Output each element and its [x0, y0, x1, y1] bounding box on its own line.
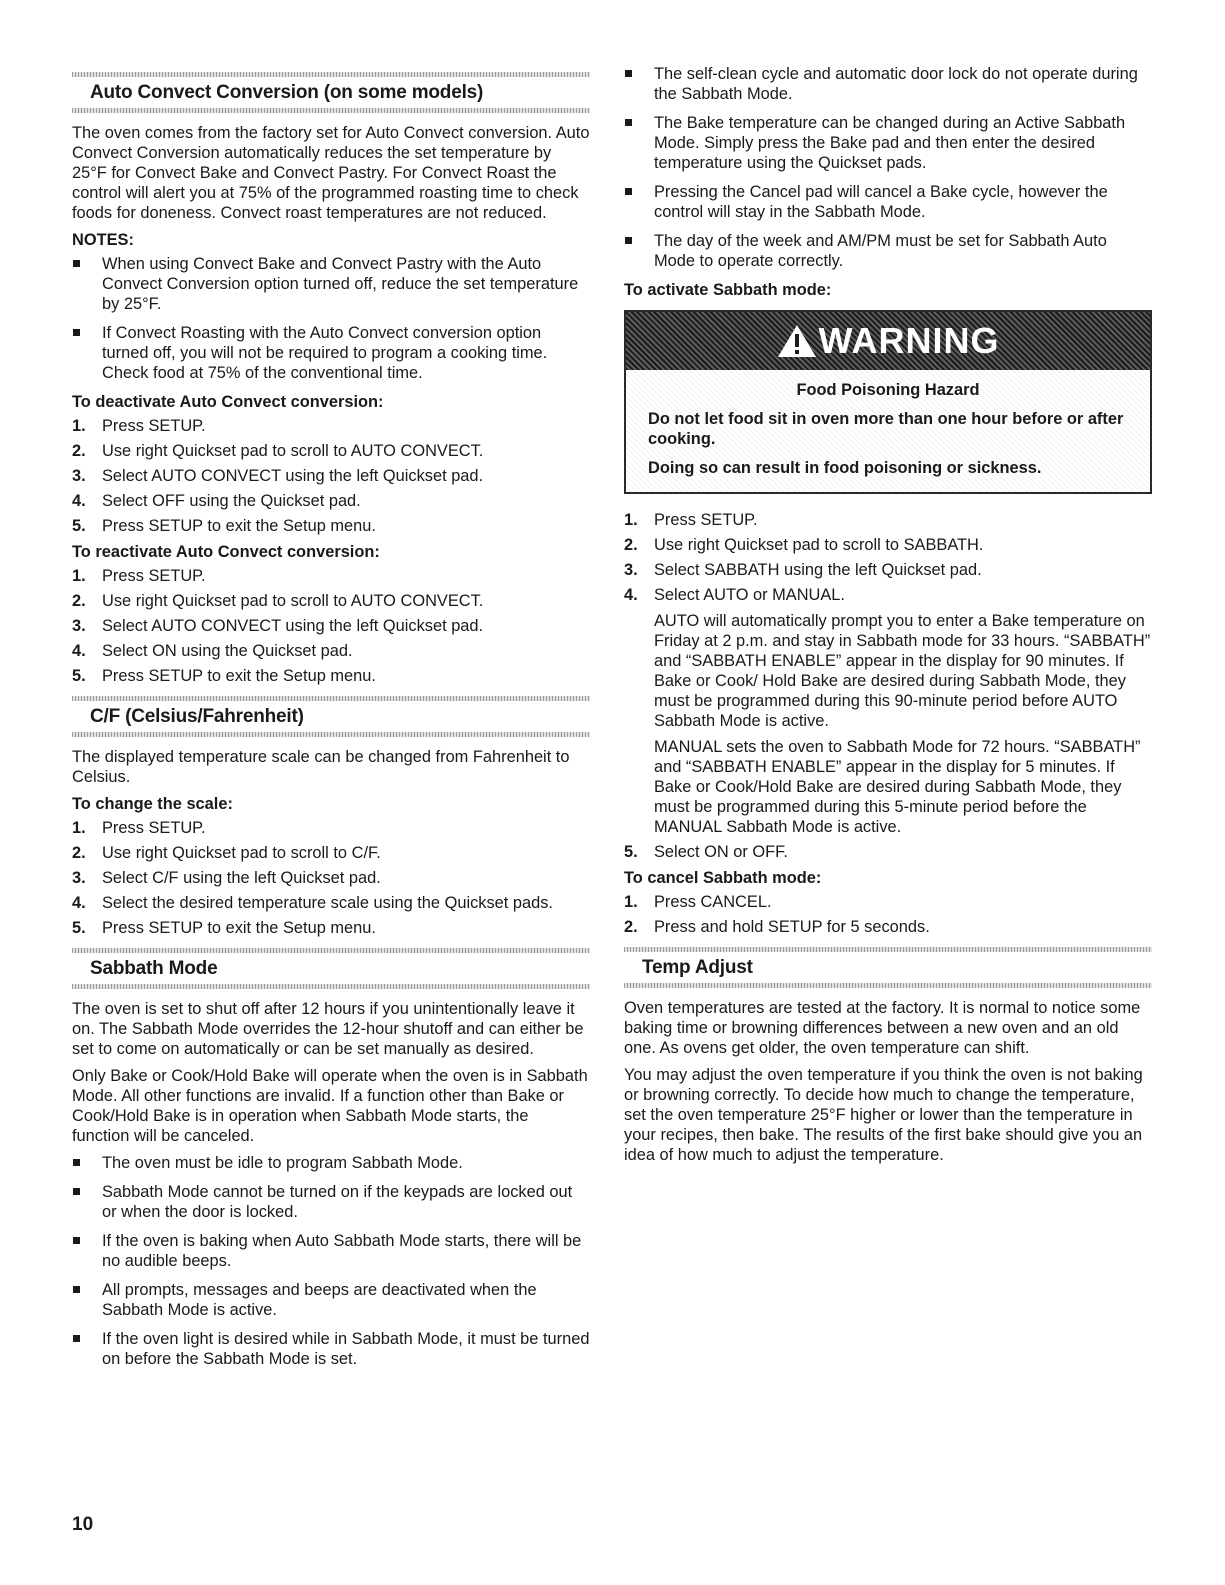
list-item	[72, 818, 590, 838]
bullet-text: The self-clean cycle and automatic door lock do not operate during the Sabbath Mode.	[654, 65, 1138, 103]
auto-description: AUTO will automatically prompt you to enter a Bake temperature on Friday at 2 p.m. and stay in Sabbath mode for 33 hours. “SABBATH” and “SABBATH ENABLE” appear in the display for 90 minutes. If Bake or Cook/ Hold Bake are desired during Sabbath Mode, they must be programmed during this 90-minute period before AUTO Sabbath Mode is active.	[654, 612, 1151, 730]
step-text: Press SETUP.	[102, 417, 206, 435]
step-number: 2.	[624, 918, 638, 936]
bullet-text: Pressing the Cancel pad will cancel a Bake cycle, however the control will stay in the Sabbath Mode.	[654, 183, 1108, 221]
notes-label: NOTES:	[72, 231, 134, 249]
step-text: Select OFF using the Quickset pad.	[102, 492, 361, 510]
list-item	[72, 466, 590, 486]
sabbath-bullets-left	[72, 1153, 590, 1369]
warning-banner	[626, 312, 1150, 370]
bullet-icon	[73, 260, 80, 267]
reactivate-label: To reactivate Auto Convect conversion:	[72, 543, 380, 561]
list-item	[72, 1329, 590, 1369]
bullet-icon	[625, 119, 632, 126]
left-column	[72, 60, 590, 1378]
warning-line-2: Doing so can result in food poisoning or sickness.	[648, 459, 1042, 477]
list-item	[624, 535, 1152, 555]
step-text: Press SETUP to exit the Setup menu.	[102, 919, 376, 937]
step-text: Select AUTO or MANUAL.	[654, 586, 845, 604]
bullet-text: Sabbath Mode cannot be turned on if the keypads are locked out or when the door is locked.	[102, 1183, 573, 1221]
bullet-icon	[625, 237, 632, 244]
list-item	[72, 416, 590, 436]
step-number: 4.	[72, 642, 86, 660]
step-text: Press SETUP to exit the Setup menu.	[102, 667, 376, 685]
list-item	[72, 323, 590, 383]
step-number: 1.	[624, 511, 638, 529]
step-text: Use right Quickset pad to scroll to AUTO CONVECT.	[102, 442, 484, 460]
change-scale-label: To change the scale:	[72, 795, 233, 813]
bullet-text: The oven must be idle to program Sabbath Mode.	[102, 1154, 463, 1172]
step-text: Select C/F using the left Quickset pad.	[102, 869, 381, 887]
list-item	[72, 918, 590, 938]
warning-hazard: Food Poisoning Hazard	[796, 381, 980, 399]
list-item	[72, 893, 590, 913]
step-number: 2.	[624, 536, 638, 554]
step-text: Select ON or OFF.	[654, 843, 788, 861]
bullet-icon	[73, 1286, 80, 1293]
list-item	[624, 917, 1152, 937]
step-text: Use right Quickset pad to scroll to AUTO CONVECT.	[102, 592, 484, 610]
deactivate-label: To deactivate Auto Convect conversion:	[72, 393, 384, 411]
list-item	[72, 591, 590, 611]
temp-adjust-heading: Temp Adjust	[642, 957, 753, 978]
section-rule	[624, 983, 1152, 988]
list-item	[72, 666, 590, 686]
manual-description: MANUAL sets the oven to Sabbath Mode for 72 hours. “SABBATH” and “SABBATH ENABLE” appear in the display for 5 minutes. If Bake or Cook/Hold Bake are desired during Sabbath Mode, they must be programmed during this 5-minute period before the MANUAL Sabbath Mode is active.	[654, 738, 1141, 836]
sabbath-para-1: The oven is set to shut off after 12 hours if you unintentionally leave it on. The Sabbath Mode overrides the 12-hour shutoff and can either be set to come on automatically or can be set manually as desired.	[72, 1000, 584, 1058]
list-item	[72, 868, 590, 888]
list-item	[72, 441, 590, 461]
list-item	[72, 641, 590, 661]
step-text: Press SETUP.	[102, 567, 206, 585]
celsius-steps	[72, 818, 590, 938]
bullet-icon	[625, 70, 632, 77]
bullet-text: If the oven is baking when Auto Sabbath Mode starts, there will be no audible beeps.	[102, 1232, 582, 1270]
step-number: 2.	[72, 442, 86, 460]
step-number: 1.	[72, 819, 86, 837]
bullet-text: All prompts, messages and beeps are deactivated when the Sabbath Mode is active.	[102, 1281, 537, 1319]
step-text: Select AUTO CONVECT using the left Quickset pad.	[102, 617, 484, 635]
step-text: Use right Quickset pad to scroll to C/F.	[102, 844, 381, 862]
bullet-icon	[625, 188, 632, 195]
warning-body	[626, 370, 1150, 492]
warning-box	[624, 310, 1152, 494]
activate-steps	[624, 510, 1152, 862]
step-text: Press and hold SETUP for 5 seconds.	[654, 918, 930, 936]
temp-adjust-para-1: Oven temperatures are tested at the factory. It is normal to notice some baking time or browning differences between a new oven and an old one. As ovens get older, the oven temperature can shift.	[624, 999, 1141, 1057]
list-item	[72, 1231, 590, 1271]
step-number: 5.	[72, 517, 86, 535]
step-number: 5.	[72, 919, 86, 937]
list-item	[72, 616, 590, 636]
bullet-icon	[73, 1335, 80, 1342]
step-number: 1.	[72, 567, 86, 585]
reactivate-steps	[72, 566, 590, 686]
bullet-icon	[73, 1188, 80, 1195]
step-text: Press SETUP.	[654, 511, 758, 529]
step-number: 4.	[72, 894, 86, 912]
step-text: Press CANCEL.	[654, 893, 772, 911]
step-number: 1.	[624, 893, 638, 911]
auto-convect-section-header	[72, 72, 590, 113]
auto-convect-intro: The oven comes from the factory set for Auto Convect conversion. Auto Convect Conversion automatically reduces the set temperature by 25°F for Convect Bake and Convect Pastry. For Convect Roast the control will alert you at 75% of the programmed roasting time to check foods for doneness. Convect roast temperatures are not reduced.	[72, 124, 590, 222]
warning-triangle-icon	[777, 324, 817, 358]
deactivate-steps	[72, 416, 590, 536]
list-item	[72, 1182, 590, 1222]
list-item	[624, 113, 1152, 173]
list-item	[72, 491, 590, 511]
bullet-icon	[73, 329, 80, 336]
list-item	[624, 182, 1152, 222]
section-rule	[72, 732, 590, 737]
page-number: 10	[72, 1514, 94, 1535]
temp-adjust-section-header	[624, 947, 1152, 988]
step-text: Select AUTO CONVECT using the left Quickset pad.	[102, 467, 484, 485]
list-item	[624, 560, 1152, 580]
step-number: 3.	[624, 561, 638, 579]
warning-title: WARNING	[818, 320, 1000, 361]
step-number: 5.	[72, 667, 86, 685]
celsius-intro: The displayed temperature scale can be changed from Fahrenheit to Celsius.	[72, 748, 570, 786]
section-rule	[72, 984, 590, 989]
list-item	[72, 254, 590, 314]
list-item	[624, 585, 1152, 837]
right-column	[624, 64, 1152, 1172]
step-number: 4.	[624, 586, 638, 604]
bullet-icon	[73, 1237, 80, 1244]
step-text: Press SETUP to exit the Setup menu.	[102, 517, 376, 535]
sabbath-para-2: Only Bake or Cook/Hold Bake will operate when the oven is in Sabbath Mode. All other functions are invalid. If a function other than Bake or Cook/Hold Bake is in operation when Sabbath Mode starts, the function will be canceled.	[72, 1067, 588, 1145]
bullet-icon	[73, 1159, 80, 1166]
warning-line-1: Do not let food sit in oven more than one hour before or after cooking.	[648, 410, 1124, 448]
list-item	[72, 1280, 590, 1320]
list-item	[624, 842, 1152, 862]
step-number: 3.	[72, 869, 86, 887]
cancel-steps	[624, 892, 1152, 937]
step-number: 1.	[72, 417, 86, 435]
list-item	[624, 510, 1152, 530]
section-rule	[72, 108, 590, 113]
step-text: Use right Quickset pad to scroll to SABBATH.	[654, 536, 984, 554]
step-number: 2.	[72, 592, 86, 610]
sabbath-heading: Sabbath Mode	[90, 958, 218, 979]
list-item	[624, 231, 1152, 271]
bullet-text: If the oven light is desired while in Sabbath Mode, it must be turned on before the Sabbath Mode is set.	[102, 1330, 590, 1368]
note-text: When using Convect Bake and Convect Pastry with the Auto Convect Conversion option turned off, reduce the set temperature by 25°F.	[102, 255, 579, 313]
activate-sabbath-label: To activate Sabbath mode:	[624, 281, 832, 299]
bullet-text: The day of the week and AM/PM must be set for Sabbath Auto Mode to operate correctly.	[654, 232, 1107, 270]
step-text: Select SABBATH using the left Quickset pad.	[654, 561, 982, 579]
step-number: 2.	[72, 844, 86, 862]
temp-adjust-para-2: You may adjust the oven temperature if you think the oven is not baking or browning correctly. To decide how much to change the temperature, set the oven temperature 25°F higher or lower than the temperature in your recipes, then bake. The results of the first bake should give you an idea of how much to adjust the temperature.	[624, 1066, 1143, 1164]
list-item	[72, 1153, 590, 1173]
step-number: 3.	[72, 467, 86, 485]
celsius-heading: C/F (Celsius/Fahrenheit)	[90, 706, 304, 727]
auto-convect-heading: Auto Convect Conversion (on some models)	[90, 82, 484, 103]
list-item	[72, 566, 590, 586]
list-item	[624, 892, 1152, 912]
step-text: Select the desired temperature scale using the Quickset pads.	[102, 894, 553, 912]
list-item	[72, 843, 590, 863]
warning-title-wrap	[777, 320, 1000, 362]
note-text: If Convect Roasting with the Auto Convect conversion option turned off, you will not be required to program a cooking time. Check food at 75% of the conventional time.	[102, 324, 548, 382]
step-text: Select ON using the Quickset pad.	[102, 642, 353, 660]
list-item	[72, 516, 590, 536]
step-number: 4.	[72, 492, 86, 510]
step-number: 5.	[624, 843, 638, 861]
sabbath-section-header	[72, 948, 590, 989]
cancel-sabbath-label: To cancel Sabbath mode:	[624, 869, 822, 887]
list-item	[624, 64, 1152, 104]
notes-list	[72, 254, 590, 383]
sabbath-bullets-right	[624, 64, 1152, 271]
step-number: 3.	[72, 617, 86, 635]
celsius-section-header	[72, 696, 590, 737]
bullet-text: The Bake temperature can be changed during an Active Sabbath Mode. Simply press the Bake pad and then enter the desired temperature using the Quickset pads.	[654, 114, 1126, 172]
step-text: Press SETUP.	[102, 819, 206, 837]
